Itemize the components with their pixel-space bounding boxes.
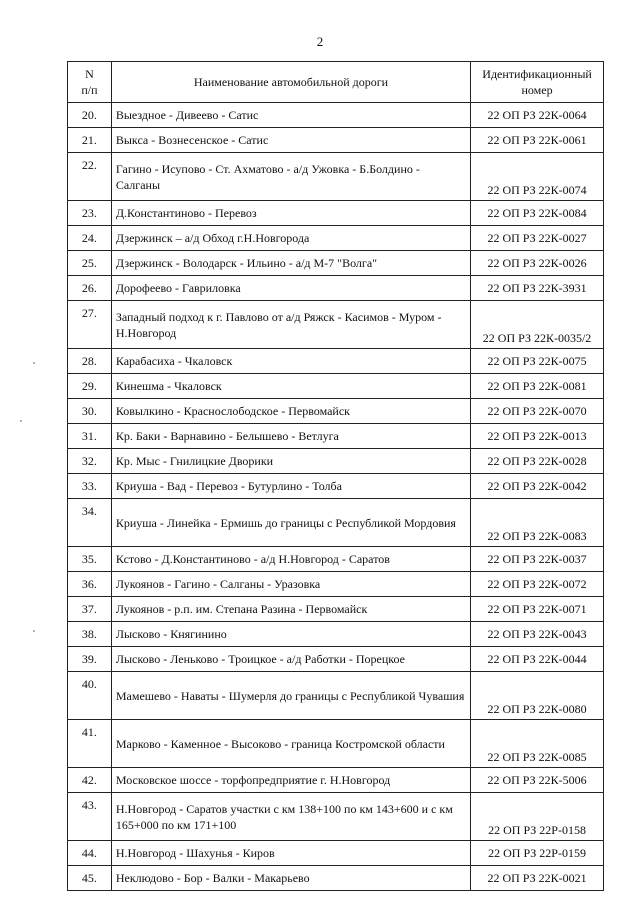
- road-id-code: 22 ОП РЗ 22К-0064: [471, 103, 604, 128]
- road-id-code: 22 ОП РЗ 22К-0080: [471, 672, 604, 720]
- road-id-code: 22 ОП РЗ 22К-0042: [471, 474, 604, 499]
- table-row: [68, 103, 604, 128]
- scan-speck: [20, 420, 22, 422]
- road-name: Лукоянов - Гагино - Салганы - Уразовка: [111, 572, 470, 597]
- table-row: [68, 301, 604, 349]
- table-row: [68, 866, 604, 891]
- row-number: 32.: [68, 449, 112, 474]
- road-name: Неклюдово - Бор - Валки - Макарьево: [111, 866, 470, 891]
- road-name: Московское шоссе - торфопредприятие г. Н.Новгород: [111, 768, 470, 793]
- row-number: 21.: [68, 128, 112, 153]
- road-id-code: 22 ОП РЗ 22К-0013: [471, 424, 604, 449]
- row-number: 38.: [68, 622, 112, 647]
- road-name: Западный подход к г. Павлово от а/д Ряжск - Касимов - Муром - Н.Новгород: [111, 301, 470, 349]
- table-header-row: [68, 62, 604, 103]
- row-number: 31.: [68, 424, 112, 449]
- row-number: 37.: [68, 597, 112, 622]
- table-row: [68, 672, 604, 720]
- table-body: [68, 103, 604, 891]
- header-num: N п/п: [68, 62, 112, 103]
- road-id-code: 22 ОП РЗ 22К-0035/2: [471, 301, 604, 349]
- road-name: Н.Новгород - Саратов участки с км 138+100 по км 143+600 и с км 165+000 по км 171+100: [111, 793, 470, 841]
- road-id-code: 22 ОП РЗ 22Р-0159: [471, 841, 604, 866]
- page-number: 2: [316, 34, 324, 49]
- road-name: Криуша - Линейка - Ермишь до границы с Республикой Мордовия: [111, 499, 470, 547]
- row-number: 26.: [68, 276, 112, 301]
- table-row: [68, 647, 604, 672]
- road-id-code: 22 ОП РЗ 22К-0027: [471, 226, 604, 251]
- road-id-code: 22 ОП РЗ 22К-0070: [471, 399, 604, 424]
- table-row: [68, 474, 604, 499]
- scan-speck: [33, 630, 35, 632]
- table-row: [68, 597, 604, 622]
- road-name: Н.Новгород - Шахунья - Киров: [111, 841, 470, 866]
- row-number: 20.: [68, 103, 112, 128]
- road-name: Мамешево - Наваты - Шумерля до границы с Республикой Чувашия: [111, 672, 470, 720]
- table-row: [68, 841, 604, 866]
- row-number: 25.: [68, 251, 112, 276]
- road-id-code: 22 ОП РЗ 22К-0028: [471, 449, 604, 474]
- road-name: Выкса - Вознесенское - Сатис: [111, 128, 470, 153]
- road-name: Гагино - Исупово - Ст. Ахматово - а/д Ужовка - Б.Болдино - Салганы: [111, 153, 470, 201]
- road-name: Криуша - Вад - Перевоз - Бутурлино - Толба: [111, 474, 470, 499]
- table-row: [68, 424, 604, 449]
- header-name: Наименование автомобильной дороги: [111, 62, 470, 103]
- row-number: 33.: [68, 474, 112, 499]
- row-number: 27.: [68, 301, 112, 349]
- road-name: Кстово - Д.Константиново - а/д Н.Новгород - Саратов: [111, 547, 470, 572]
- table-row: [68, 226, 604, 251]
- row-number: 42.: [68, 768, 112, 793]
- road-id-code: 22 ОП РЗ 22К-0084: [471, 201, 604, 226]
- table-row: [68, 793, 604, 841]
- road-name: Лысково - Княгинино: [111, 622, 470, 647]
- table-row: [68, 572, 604, 597]
- road-name: Лукоянов - р.п. им. Степана Разина - Первомайск: [111, 597, 470, 622]
- row-number: 40.: [68, 672, 112, 720]
- road-name: Д.Константиново - Перевоз: [111, 201, 470, 226]
- road-name: Кинешма - Чкаловск: [111, 374, 470, 399]
- table-row: [68, 547, 604, 572]
- road-name: Дорофеево - Гавриловка: [111, 276, 470, 301]
- road-id-code: 22 ОП РЗ 22К-0061: [471, 128, 604, 153]
- road-id-code: 22 ОП РЗ 22К-0071: [471, 597, 604, 622]
- road-id-code: 22 ОП РЗ 22К-0043: [471, 622, 604, 647]
- table-row: [68, 153, 604, 201]
- table-row: [68, 251, 604, 276]
- road-name: Дзержинск - Володарск - Ильино - а/д М-7 "Волга": [111, 251, 470, 276]
- road-name: Выездное - Дивеево - Сатис: [111, 103, 470, 128]
- row-number: 29.: [68, 374, 112, 399]
- table-row: [68, 201, 604, 226]
- table-row: [68, 449, 604, 474]
- road-name: Дзержинск – а/д Обход г.Н.Новгорода: [111, 226, 470, 251]
- table-row: [68, 622, 604, 647]
- road-id-code: 22 ОП РЗ 22К-0074: [471, 153, 604, 201]
- table-row: [68, 720, 604, 768]
- table-row: [68, 128, 604, 153]
- road-id-code: 22 ОП РЗ 22К-0085: [471, 720, 604, 768]
- row-number: 30.: [68, 399, 112, 424]
- road-id-code: 22 ОП РЗ 22К-0026: [471, 251, 604, 276]
- table-row: [68, 374, 604, 399]
- road-name: Марково - Каменное - Высоково - граница Костромской области: [111, 720, 470, 768]
- road-id-code: 22 ОП РЗ 22К-0044: [471, 647, 604, 672]
- row-number: 35.: [68, 547, 112, 572]
- road-id-code: 22 ОП РЗ 22К-0037: [471, 547, 604, 572]
- road-name: Ковылкино - Краснослободское - Первомайск: [111, 399, 470, 424]
- row-number: 22.: [68, 153, 112, 201]
- road-id-code: 22 ОП РЗ 22К-0021: [471, 866, 604, 891]
- road-id-code: 22 ОП РЗ 22К-0081: [471, 374, 604, 399]
- roads-table: [67, 61, 604, 891]
- row-number: 45.: [68, 866, 112, 891]
- road-name: Кр. Мыс - Гнилицкие Дворики: [111, 449, 470, 474]
- row-number: 34.: [68, 499, 112, 547]
- row-number: 23.: [68, 201, 112, 226]
- road-id-code: 22 ОП РЗ 22К-5006: [471, 768, 604, 793]
- road-id-code: 22 ОП РЗ 22К-0083: [471, 499, 604, 547]
- row-number: 44.: [68, 841, 112, 866]
- table-row: [68, 499, 604, 547]
- road-name: Кр. Баки - Варнавино - Белышево - Ветлуга: [111, 424, 470, 449]
- road-name: Карабасиха - Чкаловск: [111, 349, 470, 374]
- row-number: 36.: [68, 572, 112, 597]
- header-code: Идентификационный номер: [471, 62, 604, 103]
- row-number: 24.: [68, 226, 112, 251]
- road-name: Лысково - Леньково - Троицкое - а/д Работки - Порецкое: [111, 647, 470, 672]
- row-number: 39.: [68, 647, 112, 672]
- scan-speck: [33, 362, 35, 364]
- row-number: 28.: [68, 349, 112, 374]
- road-id-code: 22 ОП РЗ 22К-3931: [471, 276, 604, 301]
- table-row: [68, 399, 604, 424]
- row-number: 41.: [68, 720, 112, 768]
- row-number: 43.: [68, 793, 112, 841]
- road-id-code: 22 ОП РЗ 22К-0075: [471, 349, 604, 374]
- table-row: [68, 349, 604, 374]
- table-row: [68, 768, 604, 793]
- table-row: [68, 276, 604, 301]
- road-id-code: 22 ОП РЗ 22Р-0158: [471, 793, 604, 841]
- road-id-code: 22 ОП РЗ 22К-0072: [471, 572, 604, 597]
